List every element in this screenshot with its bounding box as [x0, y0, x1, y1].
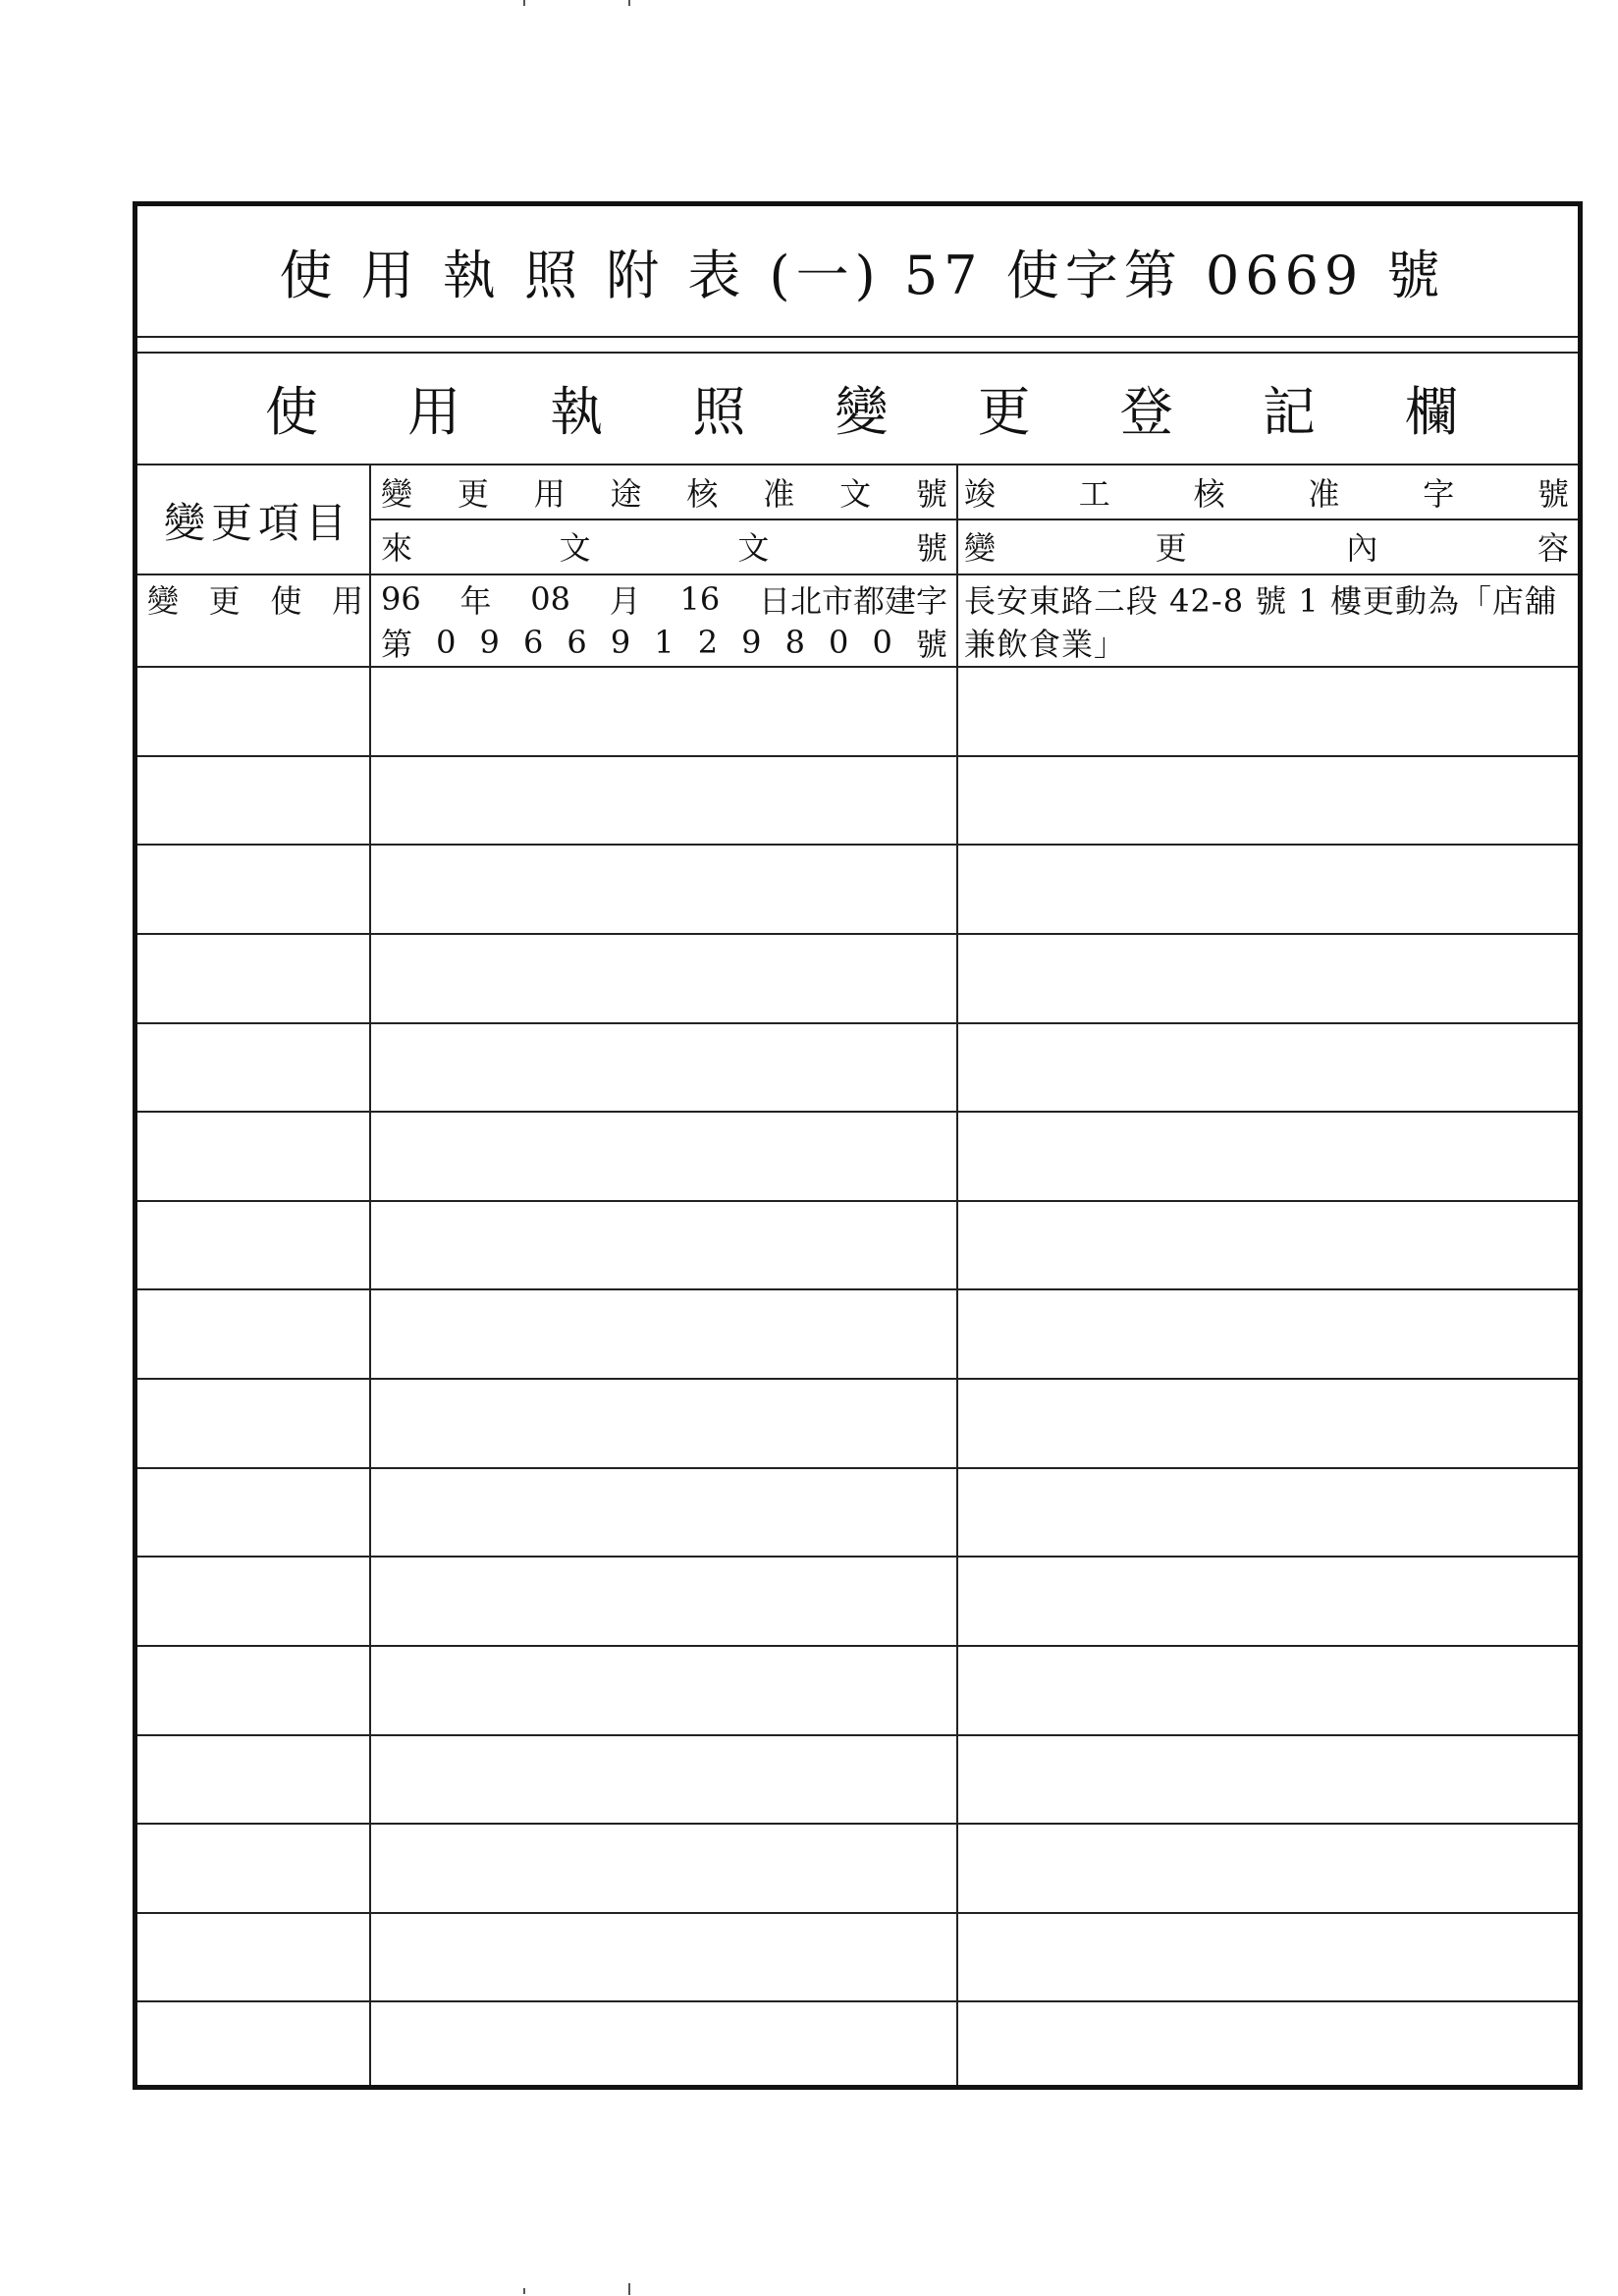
section-title-char: 用: [407, 380, 461, 443]
section-title: [265, 354, 1458, 462]
table-row: [137, 1378, 1578, 1380]
doc-token: 年: [459, 582, 492, 620]
column-divider: [956, 464, 958, 2090]
doc-token: 0: [436, 624, 457, 661]
table-row: [137, 1734, 1578, 1736]
doc-token: 9: [479, 624, 500, 661]
doc-token: 96: [381, 580, 421, 618]
header-char: 更: [457, 475, 489, 513]
doc-token: 號: [915, 626, 947, 663]
section-title-char: 記: [1262, 380, 1316, 443]
header-char: 核: [1193, 475, 1225, 513]
doc-token: 16: [679, 580, 721, 618]
doc-token: 月: [609, 582, 641, 620]
item-char: 用: [331, 582, 363, 620]
doc-token: 08: [530, 580, 570, 618]
header-char: 竣: [964, 475, 997, 513]
table-row-item: [145, 577, 365, 621]
table-row: [137, 1556, 1578, 1558]
header-char: 文: [839, 475, 872, 513]
header-char: 准: [1308, 475, 1340, 513]
doc-token: 8: [784, 624, 805, 661]
table-row: [137, 933, 1578, 935]
table-row: [137, 1467, 1578, 1469]
item-char: 使: [270, 582, 302, 620]
section-title-char: 更: [977, 380, 1031, 443]
doc-token: 9: [741, 624, 762, 661]
item-char: 變: [147, 582, 180, 620]
scan-mark: [628, 2283, 630, 2295]
column-divider: [369, 464, 371, 2090]
table-row: [137, 1022, 1578, 1024]
table-row: [137, 1200, 1578, 1202]
header-char: 核: [686, 475, 719, 513]
doc-token: 日北市都建字: [758, 582, 947, 620]
header-char: 更: [1155, 529, 1187, 567]
header-char: 准: [763, 475, 795, 513]
header-char: 號: [1537, 475, 1569, 513]
doc-token: 2: [697, 624, 719, 661]
table-row: [137, 2000, 1578, 2002]
header-char: 工: [1078, 475, 1110, 513]
divider: [137, 336, 1578, 338]
header-char: 用: [533, 475, 566, 513]
header-incoming-doc-no: [377, 520, 951, 572]
scan-mark: [628, 0, 630, 6]
header-char: 字: [1423, 475, 1455, 513]
section-title-char: 登: [1119, 380, 1173, 443]
doc-token: 第: [381, 626, 413, 663]
license-appendix-table: [133, 201, 1583, 2090]
table-row: [137, 844, 1578, 846]
section-title-char: 執: [550, 380, 604, 443]
table-row-content-line2: 兼飲食業」: [964, 626, 1127, 663]
doc-token: 0: [872, 624, 892, 661]
table-row: [137, 1111, 1578, 1113]
table-row: [137, 1912, 1578, 1914]
header-char: 文: [559, 529, 591, 567]
header-char: 文: [737, 529, 770, 567]
header-completion-no: [960, 467, 1573, 517]
table-row-content-line1: 長安東路二段 42-8 號 1 樓更動為「店舖: [964, 582, 1557, 620]
doc-token: 0: [829, 624, 849, 661]
table-row: [137, 666, 1578, 668]
header-approval-doc-no: [377, 467, 951, 517]
table-row: [137, 1823, 1578, 1825]
header-char: 內: [1346, 529, 1378, 567]
divider: [137, 464, 1578, 465]
table-row: [137, 1288, 1578, 1290]
document-title: 使 用 執 照 附 表 (一) 57 使字第 0669 號: [279, 244, 1446, 306]
header-char: 號: [915, 475, 947, 513]
doc-token: 6: [522, 624, 544, 661]
section-title-char: 照: [692, 380, 746, 443]
header-char: 容: [1537, 529, 1569, 567]
header-char: 號: [915, 529, 947, 567]
header-char: 變: [381, 475, 413, 513]
doc-token: 1: [654, 624, 674, 661]
section-title-char: 欄: [1405, 380, 1458, 443]
table-row: [137, 755, 1578, 757]
scan-mark: [523, 2288, 525, 2294]
item-char: 更: [208, 582, 241, 620]
scan-mark: [523, 0, 525, 6]
header-change-item: 變更項目: [163, 499, 352, 547]
table-row: [137, 1645, 1578, 1647]
table-row-doc-line1: [377, 577, 951, 621]
header-change-content: [960, 520, 1573, 572]
doc-token: 9: [610, 624, 631, 661]
table-row-doc-line2: [377, 621, 951, 664]
header-char: 變: [964, 529, 997, 567]
divider: [137, 574, 1578, 575]
doc-token: 6: [566, 624, 587, 661]
header-char: 來: [381, 529, 413, 567]
header-char: 途: [610, 475, 642, 513]
section-title-char: 變: [835, 380, 889, 443]
section-title-char: 使: [265, 380, 318, 443]
